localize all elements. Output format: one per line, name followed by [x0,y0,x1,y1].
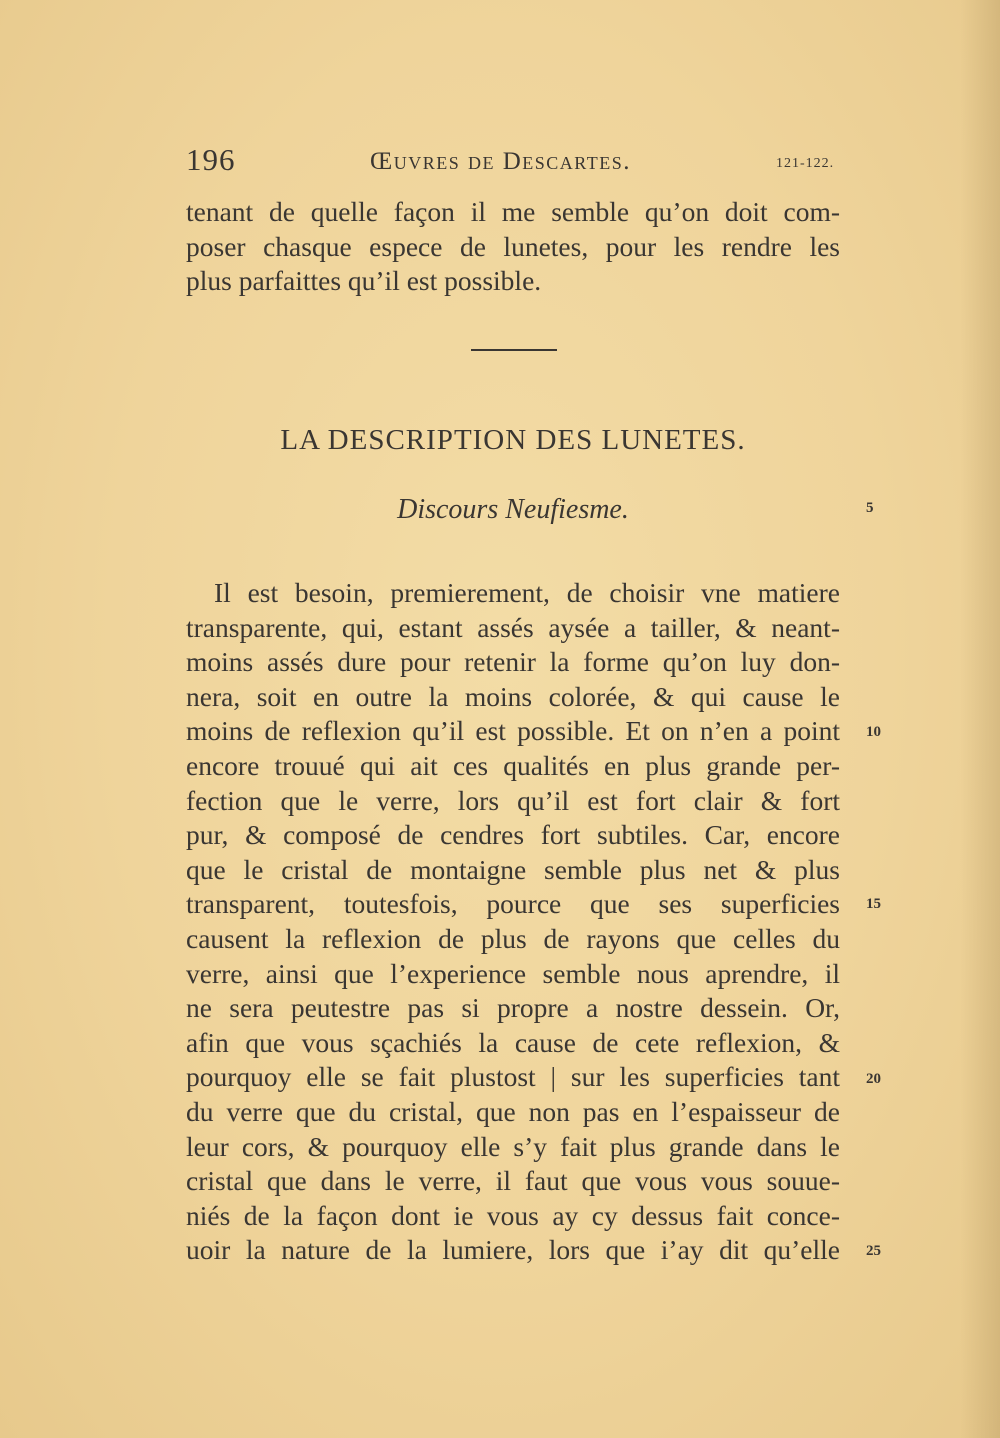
text-line: encore trouué qui ait ces qualités en plus grande per- [186,749,840,781]
text-line: du verre que du cristal, que non pas en l’espaisseur de [186,1095,840,1127]
text-line: ne sera peutestre pas si propre a nostre dessein. Or, [186,992,840,1024]
page-number: 196 [186,142,236,177]
line-number-25: 25 [866,1243,881,1259]
text-line: fection que le verre, lors qu’il est fort clair & fort [186,784,840,816]
text-line: nera, soit en outre la moins colorée, & qui cause le [186,680,840,712]
text-line: pourquoy elle se fait plustost | sur les superficies tant [186,1061,840,1093]
text-line: plus parfaittes qu’il est possible. [186,265,542,297]
text-line: uoir la nature de la lumiere, lors que i’ay dit qu’elle [186,1234,840,1266]
running-title: Œuvres de Descartes. [370,148,631,175]
section-heading: LA DESCRIPTION DES LUNETES. [280,424,746,456]
text-line: moins de reflexion qu’il est possible. Et on n’en a point [186,715,840,747]
section-subheading: Discours Neufiesme. [397,494,629,525]
text-line: moins assés dure pour retenir la forme qu’on luy don- [186,646,840,678]
text-line: afin que vous sçachiés la cause de cete reflexion, & [186,1026,840,1058]
text-line: transparent, toutesfois, pource que ses superficies [186,888,840,920]
text-line: poser chasque espece de lunetes, pour les rendre les [186,230,840,262]
running-head [186,142,876,182]
intro-paragraph [186,195,840,299]
text-line: Il est besoin, premierement, de choisir vne matiere [214,577,840,608]
text-line: verre, ainsi que l’experience semble nous aprendre, il [186,957,840,989]
line-number-5: 5 [866,500,874,516]
line-number-20: 20 [866,1071,881,1087]
line-number-10: 10 [866,724,881,740]
text-line: cristal que dans le verre, il faut que vous vous souue- [186,1165,840,1197]
page-edge-shadow [960,0,1000,1438]
folio-range: 121-122. [776,156,835,171]
text-line: pur, & composé de cendres fort subtiles. Car, encore [186,819,840,851]
body-paragraph [186,576,840,1268]
text-line: que le cristal de montaigne semble plus net & plus [186,853,840,885]
line-number-15: 15 [866,896,881,912]
section-divider-rule [471,349,557,351]
text-line: tenant de quelle façon il me semble qu’on doit com- [186,196,840,227]
text-line: causent la reflexion de plus de rayons que celles du [186,922,840,954]
text-line: leur cors, & pourquoy elle s’y fait plus grande dans le [186,1130,840,1162]
text-line: transparente, qui, estant assés aysée a tailler, & neant- [186,611,840,643]
text-line: niés de la façon dont ie vous ay cy dessus fait conce- [186,1199,840,1231]
